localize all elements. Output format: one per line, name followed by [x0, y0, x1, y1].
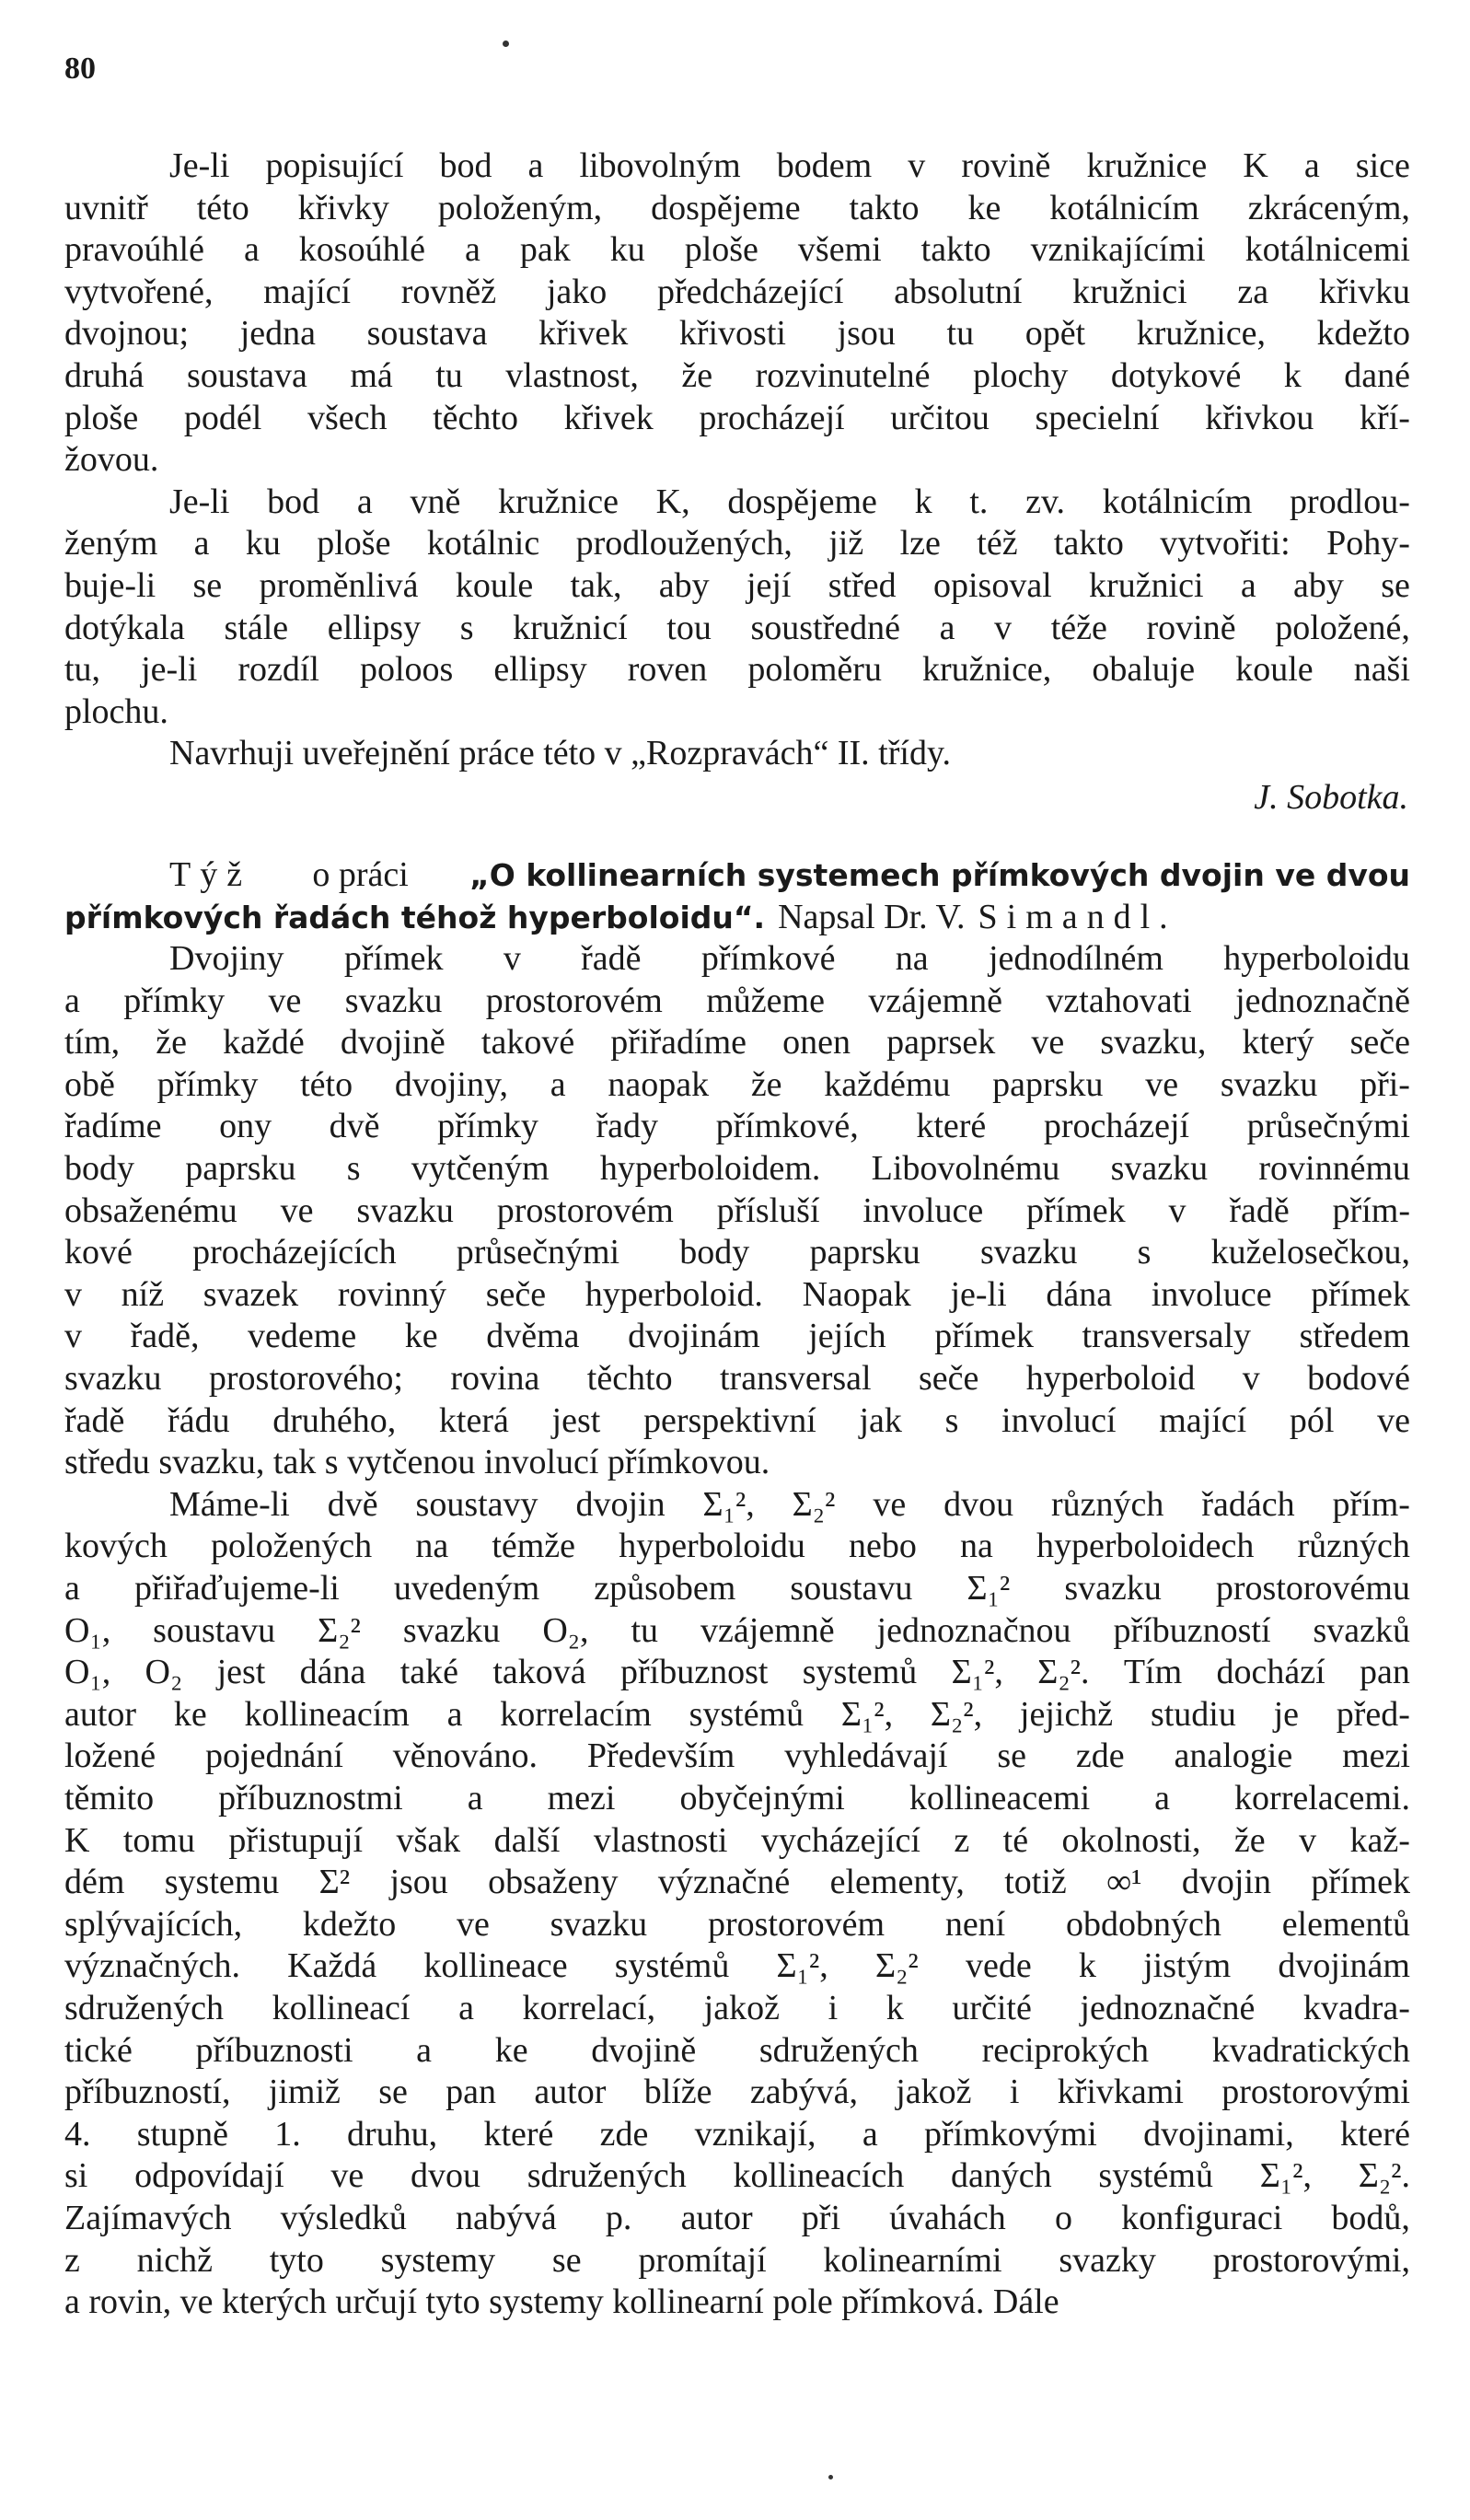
- text-line: 4. stupně 1. druhu, které zde vznikají, a přímkovými dvojinami, které: [64, 2114, 1410, 2154]
- text-line: ženým a ku ploše kotálnic prodloužených, již lze též takto vytvořiti: Pohy-: [64, 524, 1410, 563]
- paragraph-recommendation: [64, 733, 1410, 775]
- text-line: řadě řádu druhého, která jest perspektivní jak s involucí mající pól ve: [64, 1400, 1410, 1440]
- text-line: kových položených na témže hyperboloidu nebo na hyperboloidech různých: [64, 1527, 1410, 1566]
- paragraph-kotalnice-prodlouzene: [64, 482, 1410, 734]
- text-line: Dvojiny přímek v řadě přímkové na jednodílném hyperboloidu: [169, 939, 1410, 979]
- text-line: ložené pojednání věnováno. Především vyhledávají se zde analogie mezi: [64, 1736, 1410, 1776]
- text-line: těmito příbuznostmi a mezi obyčejnými kollineacemi a korrelacemi.: [64, 1778, 1410, 1817]
- report-author-prefix: Napsal Dr. V.: [778, 897, 966, 936]
- text-line: obsaženému ve svazku prostorovém přísluší involuce přímek v řadě přím-: [64, 1190, 1410, 1230]
- report-paragraph-soustavy: [64, 1484, 1410, 2324]
- text-line: uvnitř této křivky položeným, dospějeme takto ke kotálnicím zkráceným,: [64, 188, 1410, 227]
- text-line: kové procházejících průsečnými body paprsku svazku s kuželosečkou,: [64, 1233, 1410, 1272]
- text-line: Je-li bod a vně kružnice K, dospějeme k t. zv. kotálnicím prodlou-: [169, 482, 1410, 521]
- text-line: a přímky ve svazku prostorovém můžeme vzájemně vztahovati jednoznačně: [64, 981, 1410, 1020]
- text-line: K tomu přistupují však další vlastnosti vycházející z té okolnosti, že v kaž-: [64, 1820, 1410, 1860]
- text-line: tu, je-li rozdíl poloos ellipsy roven poloměru kružnice, obaluje koule naši: [64, 650, 1410, 690]
- report-lead: o práci: [312, 854, 409, 894]
- text-line: Máme-li dvě soustavy dvojin Σ₁², Σ₂² ve dvou různých řadách přím-: [169, 1484, 1410, 1524]
- text-line: sdružených kollineací a korrelací, jakož i k určité jednoznačné kvadra-: [64, 1988, 1410, 2027]
- text-line: buje-li se proměnlivá koule tak, aby její střed opisoval kružnici a aby se: [64, 565, 1410, 605]
- text-line: z nichž tyto systemy se promítají kolinearními svazky prostorovými,: [64, 2240, 1410, 2280]
- text-line: v řadě, vedeme ke dvěma dvojinám jejích přímek transversaly středem: [64, 1317, 1410, 1356]
- report-heading-line-1: [64, 854, 1410, 897]
- text-line: příbuzností, jimiž se pan autor blíže zabývá, jakož i křivkami prostorovými: [64, 2073, 1410, 2112]
- text-line: tím, že každé dvojině takové přiřadíme onen paprsek ve svazku, který seče: [64, 1023, 1410, 1063]
- scan-speck-bottom: [828, 2475, 833, 2479]
- page-number: 80: [64, 52, 96, 86]
- text-line: druhá soustava má tu vlastnost, že rozvinutelné plochy dotykové k dané: [64, 355, 1410, 395]
- text-line: žovou.: [64, 440, 159, 480]
- text-line: dém systemu Σ² jsou obsaženy význačné elementy, totiž ∞¹ dvojin přímek: [64, 1863, 1410, 1902]
- text-line: a rovin, ve kterých určují tyto systemy kollinearní pole přímková. Dále: [64, 2282, 1059, 2322]
- report-author-spaced: Týž: [169, 854, 252, 894]
- text-line: ploše podél všech těchto křivek procházejí určitou specielní křivkou kří-: [64, 398, 1410, 437]
- text-line: obě přímky této dvojiny, a naopak že každému paprsku ve svazku při-: [64, 1064, 1410, 1104]
- paragraph-kotalnice-zkracene: [64, 145, 1410, 482]
- text-line: autor ke kollineacím a korrelacím systémů Σ₁², Σ₂², jejichž studiu je před-: [64, 1694, 1410, 1734]
- text-line: Je-li popisující bod a libovolným bodem v rovině kružnice K a sice: [169, 146, 1410, 185]
- text-line: svazku prostorového; rovina těchto transversal seče hyperboloid v bodové: [64, 1359, 1410, 1399]
- text-line: body paprsku s vytčeným hyperboloidem. Libovolnému svazku rovinnému: [64, 1149, 1410, 1189]
- text-line: v níž svazek rovinný seče hyperboloid. Naopak je-li dána involuce přímek: [64, 1274, 1410, 1314]
- text-line: tické příbuznosti a ke dvojině sdružených reciprokých kvadratických: [64, 2030, 1410, 2070]
- text-line: Navrhuji uveřejnění práce této v „Rozpravách“ II. třídy.: [169, 734, 951, 773]
- report-heading-line-2: [64, 897, 1410, 939]
- text-line: řadíme ony dvě přímky řady přímkové, které procházejí průsečnými: [64, 1107, 1410, 1146]
- text-line: středu svazku, tak s vytčenou involucí přímkovou.: [64, 1443, 770, 1482]
- section-gap: [64, 819, 1410, 854]
- scan-speck-top: [503, 41, 509, 47]
- text-line: O₁, soustavu Σ₂² svazku O₂, tu vzájemně jednoznačnou příbuzností svazků: [64, 1610, 1410, 1650]
- text-line: O₁, O₂ jest dána také taková příbuznost systemů Σ₁², Σ₂². Tím dochází pan: [64, 1653, 1410, 1692]
- text-line: Zajímavých výsledků nabývá p. autor při úvahách o konfiguraci bodů,: [64, 2198, 1410, 2237]
- text-line: plochu.: [64, 691, 168, 731]
- report-title-line-2: přímkových řadách téhož hyperboloidu“.: [64, 899, 766, 935]
- text-line: si odpovídají ve dvou sdružených kollineacích daných systémů Σ₁², Σ₂².: [64, 2156, 1410, 2196]
- page-text: [64, 145, 1410, 2324]
- text-line: význačných. Každá kollineace systémů Σ₁², Σ₂² vede k jistým dvojinám: [64, 1946, 1410, 1986]
- text-line: pravoúhlé a kosoúhlé a pak ku ploše všemi takto vznikajícími kotálnicemi: [64, 230, 1410, 270]
- text-line: dotýkala stále ellipsy s kružnicí tou soustředné a v téže rovině položené,: [64, 608, 1410, 647]
- report-paragraph-dvojiny: [64, 938, 1410, 1484]
- report-author-name: Simandl.: [978, 897, 1177, 936]
- signature: J. Sobotka.: [1254, 777, 1408, 817]
- text-line: splývajících, kdežto ve svazku prostorovém není obdobných elementů: [64, 1904, 1410, 1944]
- text-line: a přiřaďujeme-li uvedeným způsobem soustavu Σ₁² svazku prostorovému: [64, 1569, 1410, 1608]
- text-line: dvojnou; jedna soustava křivek křivosti jsou tu opět kružnice, kdežto: [64, 314, 1410, 354]
- text-line: vytvořené, mající rovněž jako předcházející absolutní kružnici za křivku: [64, 272, 1410, 311]
- report-title-line-1: „O kollinearních systemech přímkových dvojin ve dvou: [469, 856, 1410, 893]
